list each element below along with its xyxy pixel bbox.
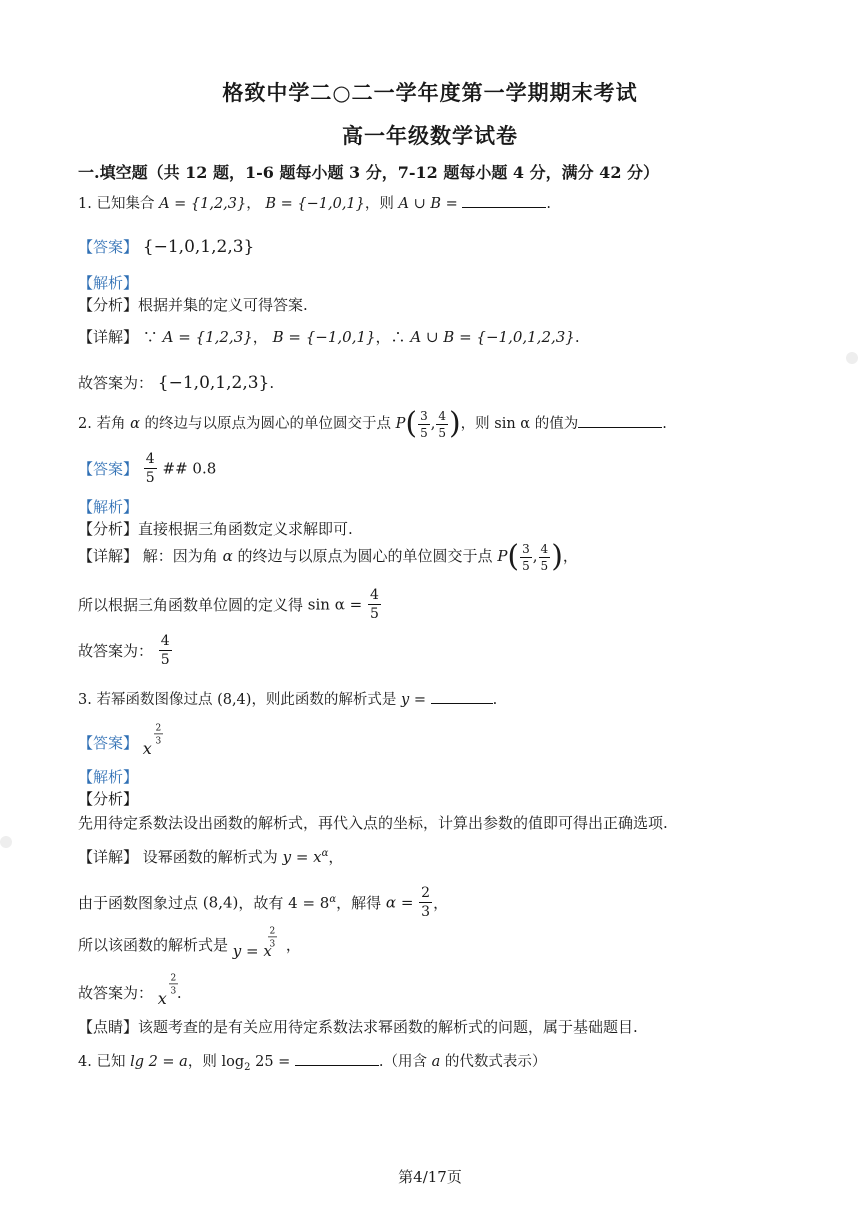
analysis-tag: 【解析】	[78, 498, 139, 516]
q1-detail: 【详解】 ∵ A = {1,2,3}， B = {−1,0,1}，∴ A ∪ B = {−1,0,1,2,3}.	[78, 328, 580, 346]
question-3: 3. 若幂函数图像过点 (8,4)，则此函数的解析式是 y = .	[78, 692, 498, 708]
q2-detail-line2: 所以根据三角函数单位圆的定义得 sin α = $\frac{4}{5}$	[78, 587, 379, 622]
section-heading: 一.填空题（共 12 题，1-6 题每小题 3 分，7-12 题每小题 4 分，满分 42 分）	[78, 163, 660, 182]
q3-analysis: 先用待定系数法设出函数的解析式，再代入点的坐标，计算出参数的值即可得出正确选项.	[78, 814, 668, 832]
q1-analysis: 【分析】根据并集的定义可得答案.	[78, 296, 308, 314]
answer-tag: 【答案】	[78, 238, 139, 256]
q2-number: 2.	[78, 416, 92, 432]
answer-blank[interactable]	[295, 1053, 379, 1066]
analysis-tag: 【解析】	[78, 274, 139, 292]
question-1: 1. 已知集合 A = {1,2,3}， B = {−1,0,1}，则 A ∪ B = .	[78, 196, 551, 212]
exam-title: 格致中学二○二一学年度第一学期期末考试	[222, 80, 638, 105]
answer-tag: 【答案】	[78, 460, 139, 478]
answer-blank[interactable]	[462, 195, 546, 208]
q2-analysis: 【分析】直接根据三角函数定义求解即可.	[78, 520, 353, 538]
q3-final: 故答案为： x $\frac{2}{3}$ .	[78, 972, 182, 1008]
exam-subtitle: 高一年级数学试卷	[342, 123, 518, 148]
q3-number: 3.	[78, 692, 92, 708]
q1-final: 故答案为： {−1,0,1,2,3}.	[78, 373, 275, 393]
answer-blank[interactable]	[431, 691, 493, 704]
q3-detail: 【详解】 设幂函数的解析式为 $y = x^\alpha$，	[78, 848, 344, 866]
q3-detail-line2: 由于函数图象过点 (8,4)，故有 $4 = 8^\alpha$，解得 α = $\frac{2}{3}$ ，	[78, 885, 449, 920]
q3-answer-line: 【答案】 x $\frac{2}{3}$	[78, 722, 162, 758]
q1-number: 1.	[78, 196, 92, 212]
question-2: 2. 若角 α 的终边与以原点为圆心的单位圆交于点 P( $\frac{3}{5}$ , $\frac{4}{5}$ )，则 sin α 的值为 .	[78, 406, 667, 441]
analysis-tag: 【解析】	[78, 768, 139, 786]
q3-detail-line3: 所以该函数的解析式是 y = x $\frac{2}{3}$ ，	[78, 925, 301, 960]
q2-detail: 【详解】 解：因为角 α 的终边与以原点为圆心的单位圆交于点 P( $\frac{3}{5}$ , $\frac{4}{5}$ )，	[78, 539, 578, 574]
page-number: 第4/17页	[398, 1168, 462, 1186]
q3-comment: 【点睛】该题考查的是有关应用待定系数法求幂函数的解析式的问题，属于基础题目.	[78, 1018, 638, 1036]
q2-final: 故答案为： $\frac{4}{5}$	[78, 633, 170, 668]
watermark-mark	[0, 836, 12, 848]
q1-answer-line	[78, 236, 254, 257]
answer-blank[interactable]	[578, 415, 662, 428]
q2-answer-line: 【答案】 $\frac{4}{5}$ ## 0.8	[78, 451, 217, 486]
q4-number: 4.	[78, 1054, 92, 1070]
analyze-tag: 【分析】	[78, 790, 139, 808]
answer-tag: 【答案】	[78, 734, 139, 752]
watermark-mark	[846, 352, 858, 364]
question-4: 4. 已知 lg 2 = a，则 $\log_2 25$ = .（用含 a 的代数式表示）	[78, 1054, 547, 1073]
q1-answer: {−1,0,1,2,3}	[142, 237, 255, 257]
